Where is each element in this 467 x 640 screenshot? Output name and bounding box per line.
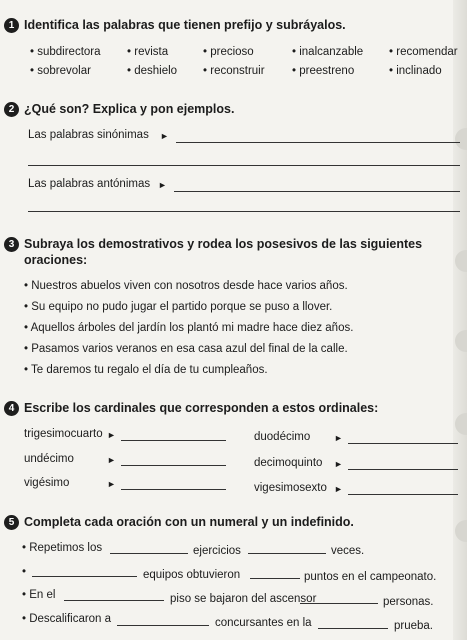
definition-label: Las palabras antónimas: [28, 178, 151, 190]
answer-line[interactable]: [248, 553, 326, 554]
word-item: • revista: [127, 46, 168, 58]
word-item: • sobrevolar: [30, 65, 91, 77]
exercise-number: 3: [4, 237, 19, 252]
sentence-part: • En el: [22, 589, 55, 601]
exercise-title: ¿Qué son? Explica y pon ejemplos.: [24, 102, 235, 116]
ordinal-word: decimoquinto: [254, 457, 323, 469]
sentence-item: • Su equipo no pudo jugar el partido porque se puso a llover.: [24, 301, 332, 313]
exercise-number: 2: [4, 102, 19, 117]
answer-line[interactable]: [300, 603, 378, 604]
sentence-part: equipos obtuvieron: [143, 569, 241, 581]
sentence-part: concursantes en la: [215, 617, 312, 629]
arrow-icon: ►: [334, 459, 343, 469]
arrow-icon: ►: [158, 180, 167, 190]
word-item: • recomendar: [389, 46, 458, 58]
sentence-part: ejercicios: [193, 545, 241, 557]
answer-line[interactable]: [174, 191, 460, 192]
answer-line[interactable]: [176, 142, 460, 143]
sentence-part: prueba.: [394, 620, 434, 632]
bullet: •: [22, 566, 27, 578]
word-item: • subdirectora: [30, 46, 101, 58]
answer-line[interactable]: [348, 469, 458, 470]
exercise-title: Identifica las palabras que tienen prefijo y subráyalos.: [24, 18, 346, 32]
exercise-number: 5: [4, 515, 19, 530]
sentence-item: • Aquellos árboles del jardín los plantó mi madre hace diez años.: [24, 322, 353, 334]
arrow-icon: ►: [107, 455, 116, 465]
answer-line[interactable]: [348, 443, 458, 444]
answer-line[interactable]: [32, 576, 137, 577]
word-item: • precioso: [203, 46, 254, 58]
exercise-number: 4: [4, 401, 19, 416]
arrow-icon: ►: [160, 131, 169, 141]
answer-line[interactable]: [121, 465, 226, 466]
sentence-item: • Te daremos tu regalo el día de tu cumpleaños.: [24, 364, 268, 376]
word-item: • inalcanzable: [292, 46, 363, 58]
arrow-icon: ►: [334, 433, 343, 443]
ordinal-word: vigésimo: [24, 477, 70, 489]
exercise-title: Escribe los cardinales que corresponden a estos ordinales:: [24, 401, 379, 415]
ordinal-word: duodécimo: [254, 431, 311, 443]
answer-line[interactable]: [28, 165, 460, 166]
exercise-title: Completa cada oración con un numeral y un indefinido.: [24, 515, 354, 529]
next-page-edge: [453, 0, 467, 640]
answer-line[interactable]: [250, 578, 300, 579]
answer-line[interactable]: [110, 553, 188, 554]
answer-line[interactable]: [64, 600, 164, 601]
arrow-icon: ►: [107, 479, 116, 489]
answer-line[interactable]: [348, 494, 458, 495]
sentence-part: puntos en el campeonato.: [304, 571, 437, 583]
word-item: • inclinado: [389, 65, 442, 77]
sentence-part: • Repetimos los: [22, 542, 102, 554]
sentence-item: • Nuestros abuelos viven con nosotros desde hace varios años.: [24, 280, 348, 292]
word-item: • reconstruir: [203, 65, 265, 77]
sentence-part: veces.: [331, 545, 365, 557]
word-item: • preestreno: [292, 65, 354, 77]
exercise-title: Subraya los demostrativos y rodea los posesivos de las siguientes: [24, 237, 423, 251]
sentence-item: • Pasamos varios veranos en esa casa azul del final de la calle.: [24, 343, 348, 355]
exercise-number: 1: [4, 18, 19, 33]
answer-line[interactable]: [28, 211, 460, 212]
arrow-icon: ►: [107, 430, 116, 440]
sentence-part: personas.: [383, 596, 434, 608]
word-item: • deshielo: [127, 65, 177, 77]
answer-line[interactable]: [318, 628, 388, 629]
answer-line[interactable]: [121, 440, 226, 441]
definition-label: Las palabras sinónimas: [28, 129, 149, 141]
exercise-title-continued: oraciones:: [24, 253, 88, 267]
answer-line[interactable]: [121, 489, 226, 490]
answer-line[interactable]: [117, 625, 209, 626]
sentence-part: • Descalificaron a: [22, 613, 111, 625]
ordinal-word: trigesimocuarto: [24, 428, 103, 440]
arrow-icon: ►: [334, 484, 343, 494]
ordinal-word: vigesimosexto: [254, 482, 327, 494]
sentence-part: piso se bajaron del ascensor: [170, 593, 317, 605]
ordinal-word: undécimo: [24, 453, 74, 465]
